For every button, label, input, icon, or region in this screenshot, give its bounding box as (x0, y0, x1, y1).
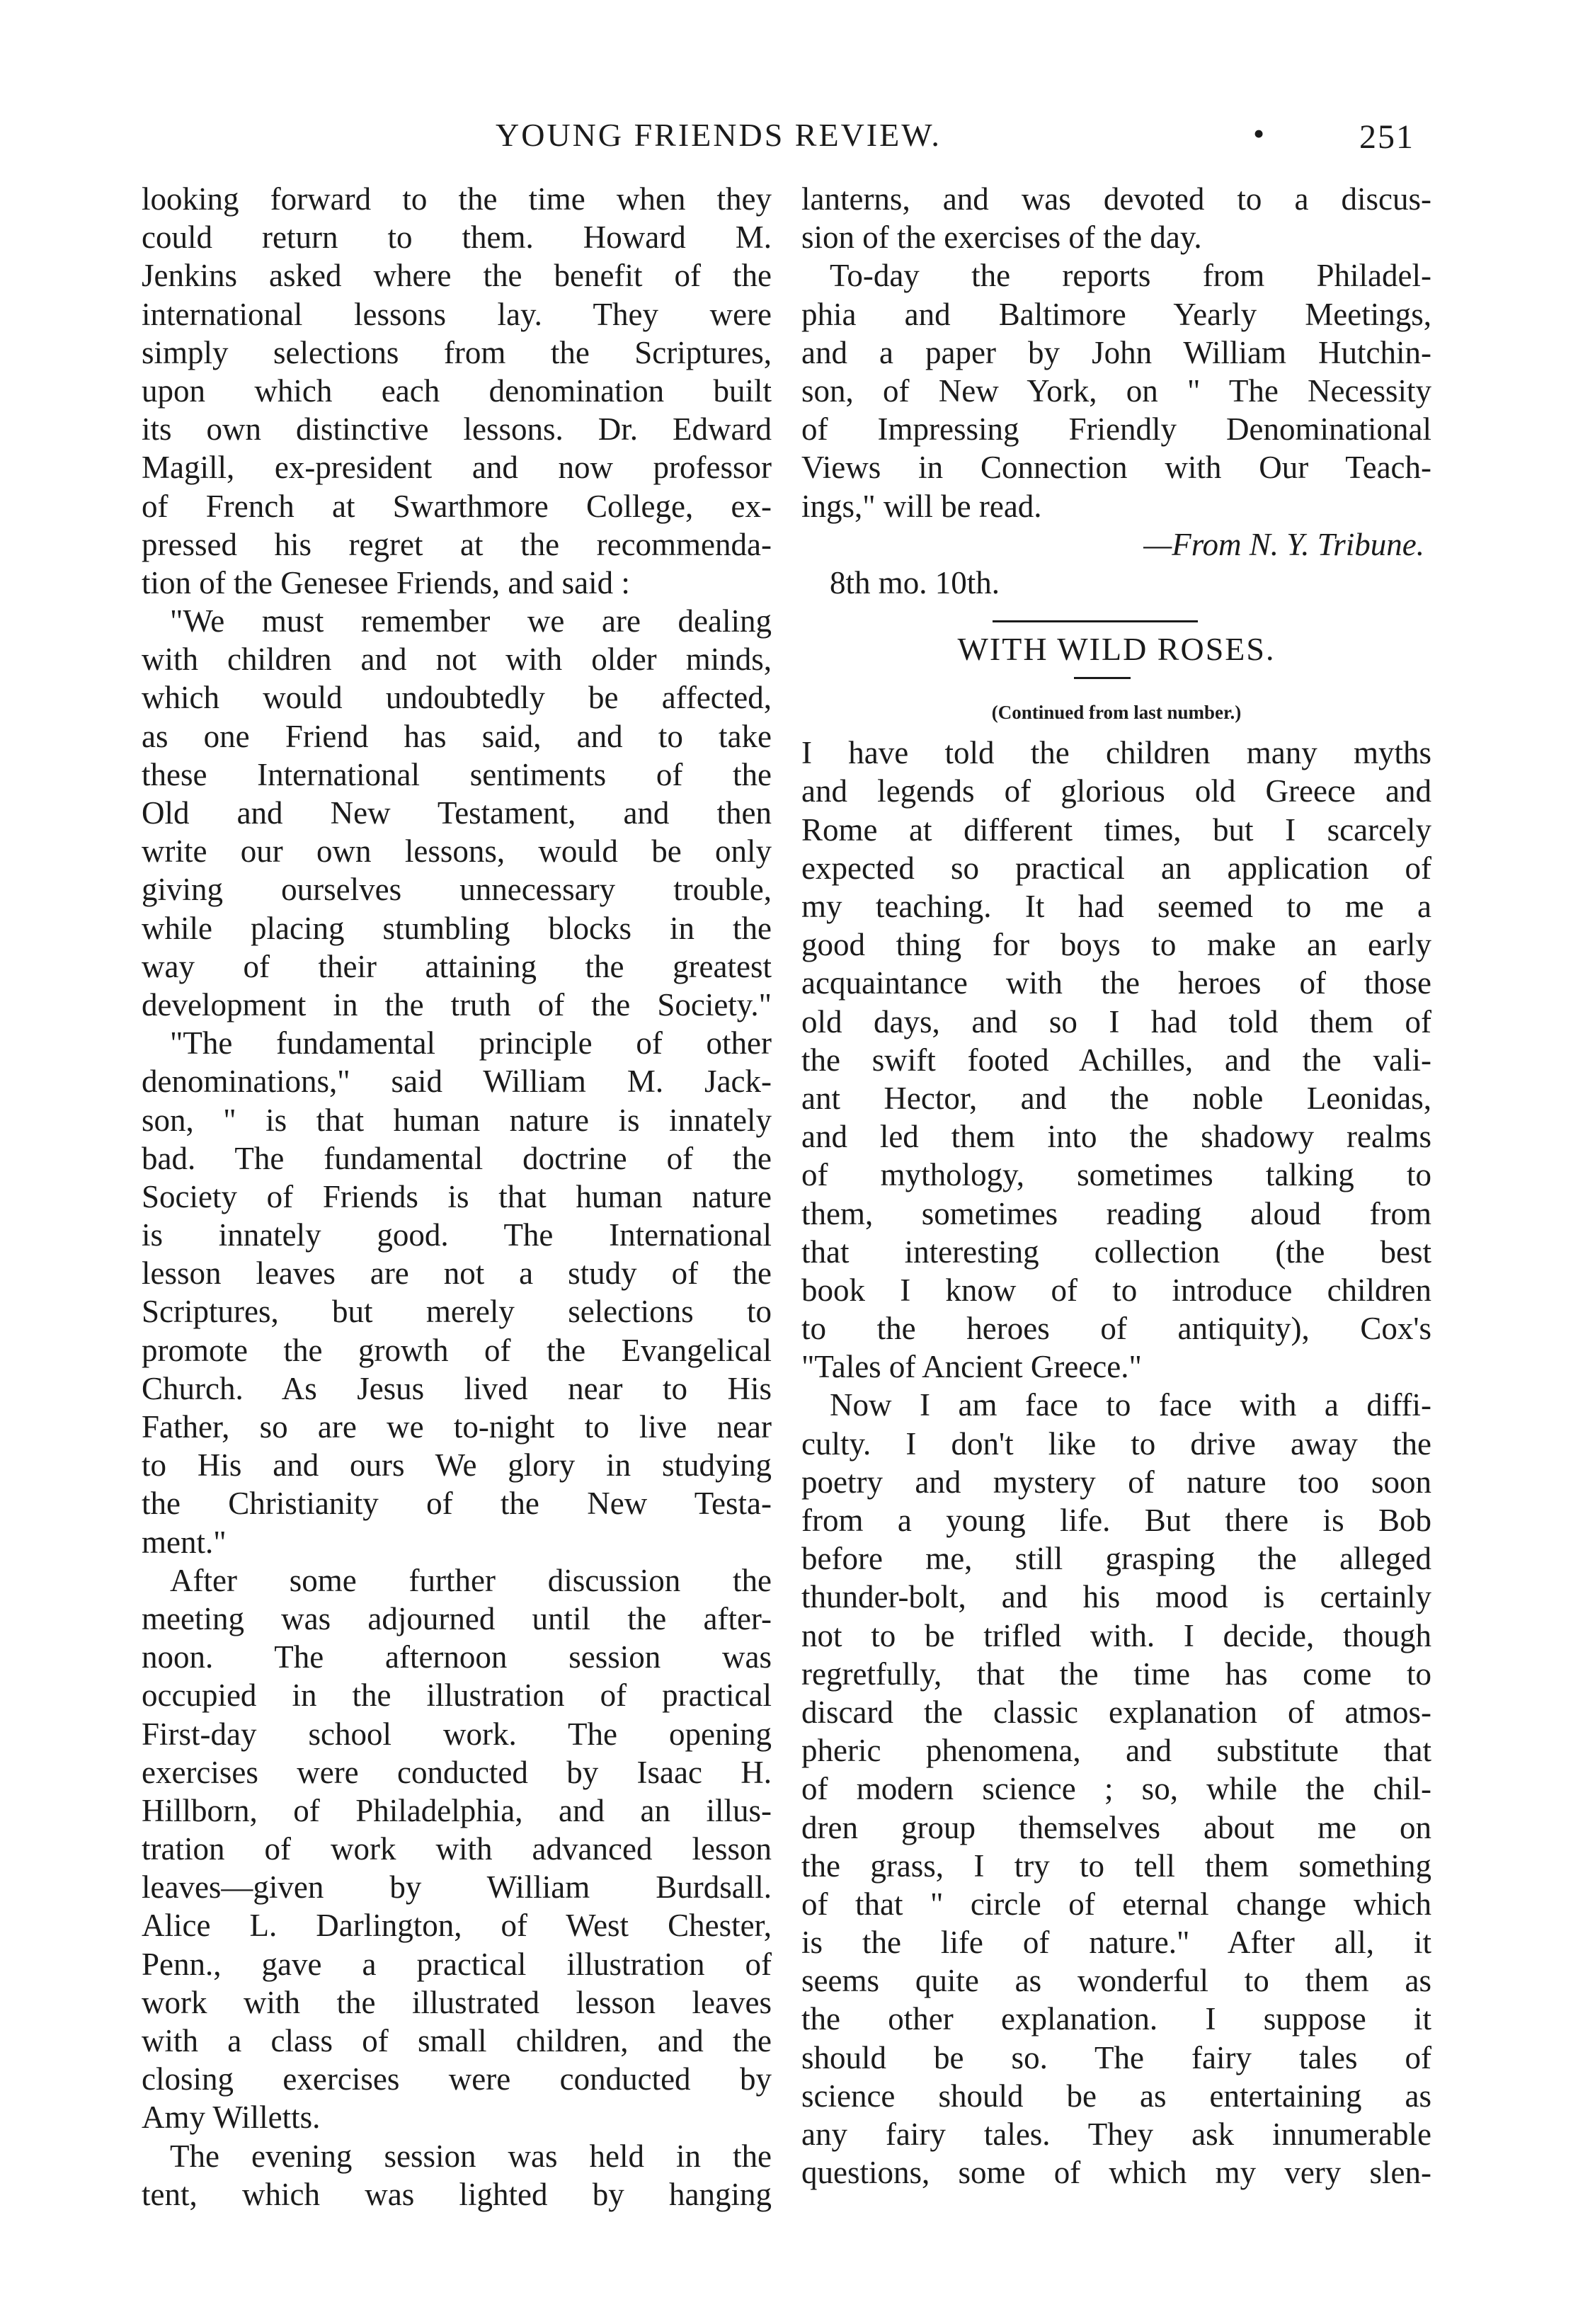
text-line: tion of the Genesee Friends, and said : (142, 564, 630, 600)
text-line: "The fundamental principle of other (170, 1025, 772, 1061)
text-line: Magill, ex-president and now professor (142, 450, 772, 486)
text-line: from a young life. But there is Bob (801, 1503, 1431, 1538)
text-line: that interesting collection (the best (801, 1234, 1431, 1270)
text-line: while placing stumbling blocks in the (142, 910, 772, 946)
section-heading: WITH WILD ROSES. (957, 631, 1276, 668)
text-line: to His and ours We glory in studying (142, 1447, 772, 1483)
text-line: with a class of small children, and the (142, 2023, 772, 2058)
text-line: giving ourselves unnecessary trouble, (142, 872, 772, 908)
article-end (801, 180, 1431, 602)
text-line: questions, some of which my very slen- (801, 2155, 1431, 2191)
text-line: to the heroes of antiquity), Cox's (801, 1311, 1431, 1347)
text-line: denominations," said William M. Jack- (142, 1064, 772, 1100)
continued-note: (Continued from last number.) (991, 702, 1242, 724)
text-line: good thing for boys to make an early (801, 927, 1431, 963)
text-line: regretfully, that the time has come to (801, 1656, 1431, 1692)
text-line: the grass, I try to tell them something (801, 1847, 1431, 1884)
heading-rule (801, 668, 1431, 691)
text-line: ant Hector, and the noble Leonidas, (801, 1080, 1431, 1116)
text-line: its own distinctive lessons. Dr. Edward (142, 411, 772, 448)
text-line: ings," will be read. (801, 488, 1042, 524)
text-line: After some further discussion the (170, 1562, 772, 1598)
article-body (801, 734, 1431, 2192)
text-line: should be so. The fairy tales of (801, 2039, 1431, 2075)
text-line: the other explanation. I suppose it (801, 2001, 1431, 2037)
text-line: of mythology, sometimes talking to (801, 1157, 1431, 1193)
text-line: Jenkins asked where the benefit of the (142, 258, 772, 294)
page-number: 251 (1359, 118, 1414, 156)
text-line: Father, so are we to-night to live near (142, 1409, 772, 1445)
text-line: "We must remember we are dealing (170, 603, 772, 639)
text-line: write our own lessons, would be only (142, 833, 772, 870)
text-line: Old and New Testament, and then (142, 795, 772, 831)
text-line: development in the truth of the Society." (142, 986, 772, 1023)
text-line: with children and not with older minds, (142, 642, 772, 678)
text-line: seems quite as wonderful to them as (801, 1963, 1431, 1999)
text-line: lanterns, and was devoted to a discus- (801, 181, 1431, 217)
text-line: son, of New York, on " The Necessity (801, 372, 1431, 409)
text-line: these International sentiments of the (142, 756, 772, 792)
text-line: my teaching. It had seemed to me a (801, 889, 1431, 924)
text-line: phia and Baltimore Yearly Meetings, (801, 296, 1431, 332)
text-line: ment." (142, 1524, 227, 1560)
text-line: looking forward to the time when they (142, 181, 772, 217)
text-line: 8th mo. 10th. (830, 564, 1000, 600)
text-line: which would undoubtedly be affected, (142, 680, 772, 716)
text-line: exercises were conducted by Isaac H. (142, 1754, 772, 1790)
text-line: —From N. Y. Tribune. (1143, 526, 1424, 562)
text-line: way of their attaining the greatest (142, 948, 772, 984)
text-line: Scriptures, but merely selections to (142, 1294, 772, 1330)
text-line: promote the growth of the Evangelical (142, 1332, 772, 1368)
text-line: "Tales of Ancient Greece." (801, 1349, 1142, 1385)
text-line: and a paper by John William Hutchin- (801, 334, 1431, 370)
header-dot: • (1253, 115, 1265, 152)
section-divider (801, 602, 1431, 630)
text-line: Hillborn, of Philadelphia, and an illus- (142, 1792, 772, 1828)
running-title: YOUNG FRIENDS REVIEW. (496, 117, 942, 153)
text-line: pressed his regret at the recommenda- (142, 526, 772, 562)
text-line: Society of Friends is that human nature (142, 1178, 772, 1214)
text-line: before me, still grasping the alleged (801, 1541, 1431, 1577)
text-line: Alice L. Darlington, of West Chester, (142, 1908, 772, 1944)
text-line: To-day the reports from Philadel- (830, 258, 1431, 294)
text-line: Amy Willetts. (142, 2100, 321, 2136)
text-line: First-day school work. The opening (142, 1716, 772, 1752)
left-column (142, 180, 772, 2214)
text-line: pheric phenomena, and substitute that (801, 1733, 1431, 1769)
text-line: and led them into the shadowy realms (801, 1119, 1431, 1155)
text-line: not to be trifled with. I decide, though (801, 1617, 1431, 1653)
text-line: them, sometimes reading aloud from (801, 1195, 1431, 1231)
text-line: old days, and so I had told them of (801, 1003, 1431, 1039)
text-line: expected so practical an application of (801, 850, 1431, 886)
text-line: meeting was adjourned until the after- (142, 1600, 772, 1636)
text-line: upon which each denomination built (142, 372, 772, 409)
text-line: tent, which was lighted by hanging (142, 2176, 772, 2212)
text-line: science should be as entertaining as (801, 2078, 1431, 2114)
right-column (801, 180, 1431, 2192)
text-line: lesson leaves are not a study of the (142, 1255, 772, 1292)
text-line: poetry and mystery of nature too soon (801, 1464, 1431, 1500)
text-line: tration of work with advanced lesson (142, 1831, 772, 1867)
text-line: occupied in the illustration of practical (142, 1678, 772, 1714)
text-line: any fairy tales. They ask innumerable (801, 2117, 1431, 2152)
text-line: book I know of to introduce children (801, 1272, 1431, 1308)
text-line: and legends of glorious old Greece and (801, 773, 1431, 809)
text-line: Rome at different times, but I scarcely (801, 811, 1431, 848)
text-line: dren group themselves about me on (801, 1809, 1431, 1845)
text-line: Penn., gave a practical illustration of (142, 1946, 772, 1982)
text-line: of Impressing Friendly Denominational (801, 411, 1431, 448)
text-line: the swift footed Achilles, and the vali- (801, 1042, 1431, 1078)
text-line: work with the illustrated lesson leaves (142, 1984, 772, 2020)
text-line: Views in Connection with Our Teach- (801, 450, 1431, 486)
text-line: Church. As Jesus lived near to His (142, 1370, 772, 1406)
text-line: of French at Swarthmore College, ex- (142, 488, 772, 524)
text-line: culty. I don't like to drive away the (801, 1425, 1431, 1462)
text-line: simply selections from the Scriptures, (142, 334, 772, 370)
text-line: sion of the exercises of the day. (801, 220, 1202, 256)
text-line: The evening session was held in the (170, 2138, 772, 2174)
text-line: of that " circle of eternal change which (801, 1886, 1431, 1922)
text-line: Now I am face to face with a diffi- (830, 1387, 1431, 1423)
text-line: I have told the children many myths (801, 735, 1431, 771)
text-line: is the life of nature." After all, it (801, 1925, 1431, 1961)
text-line: noon. The afternoon session was (142, 1639, 772, 1675)
text-line: is innately good. The International (142, 1217, 772, 1253)
text-line: the Christianity of the New Testa- (142, 1486, 772, 1522)
text-line: of modern science ; so, while the chil- (801, 1771, 1431, 1807)
text-line: son, " is that human nature is innately (142, 1102, 772, 1138)
text-line: international lessons lay. They were (142, 296, 772, 332)
text-line: closing exercises were conducted by (142, 2061, 772, 2097)
text-line: leaves—given by William Burdsall. (142, 1869, 772, 1906)
text-line: as one Friend has said, and to take (142, 718, 772, 754)
text-line: bad. The fundamental doctrine of the (142, 1140, 772, 1176)
text-line: thunder-bolt, and his mood is certainly (801, 1579, 1431, 1615)
text-line: discard the classic explanation of atmos- (801, 1694, 1431, 1730)
text-line: acquaintance with the heroes of those (801, 965, 1431, 1001)
text-line: could return to them. Howard M. (142, 220, 772, 256)
